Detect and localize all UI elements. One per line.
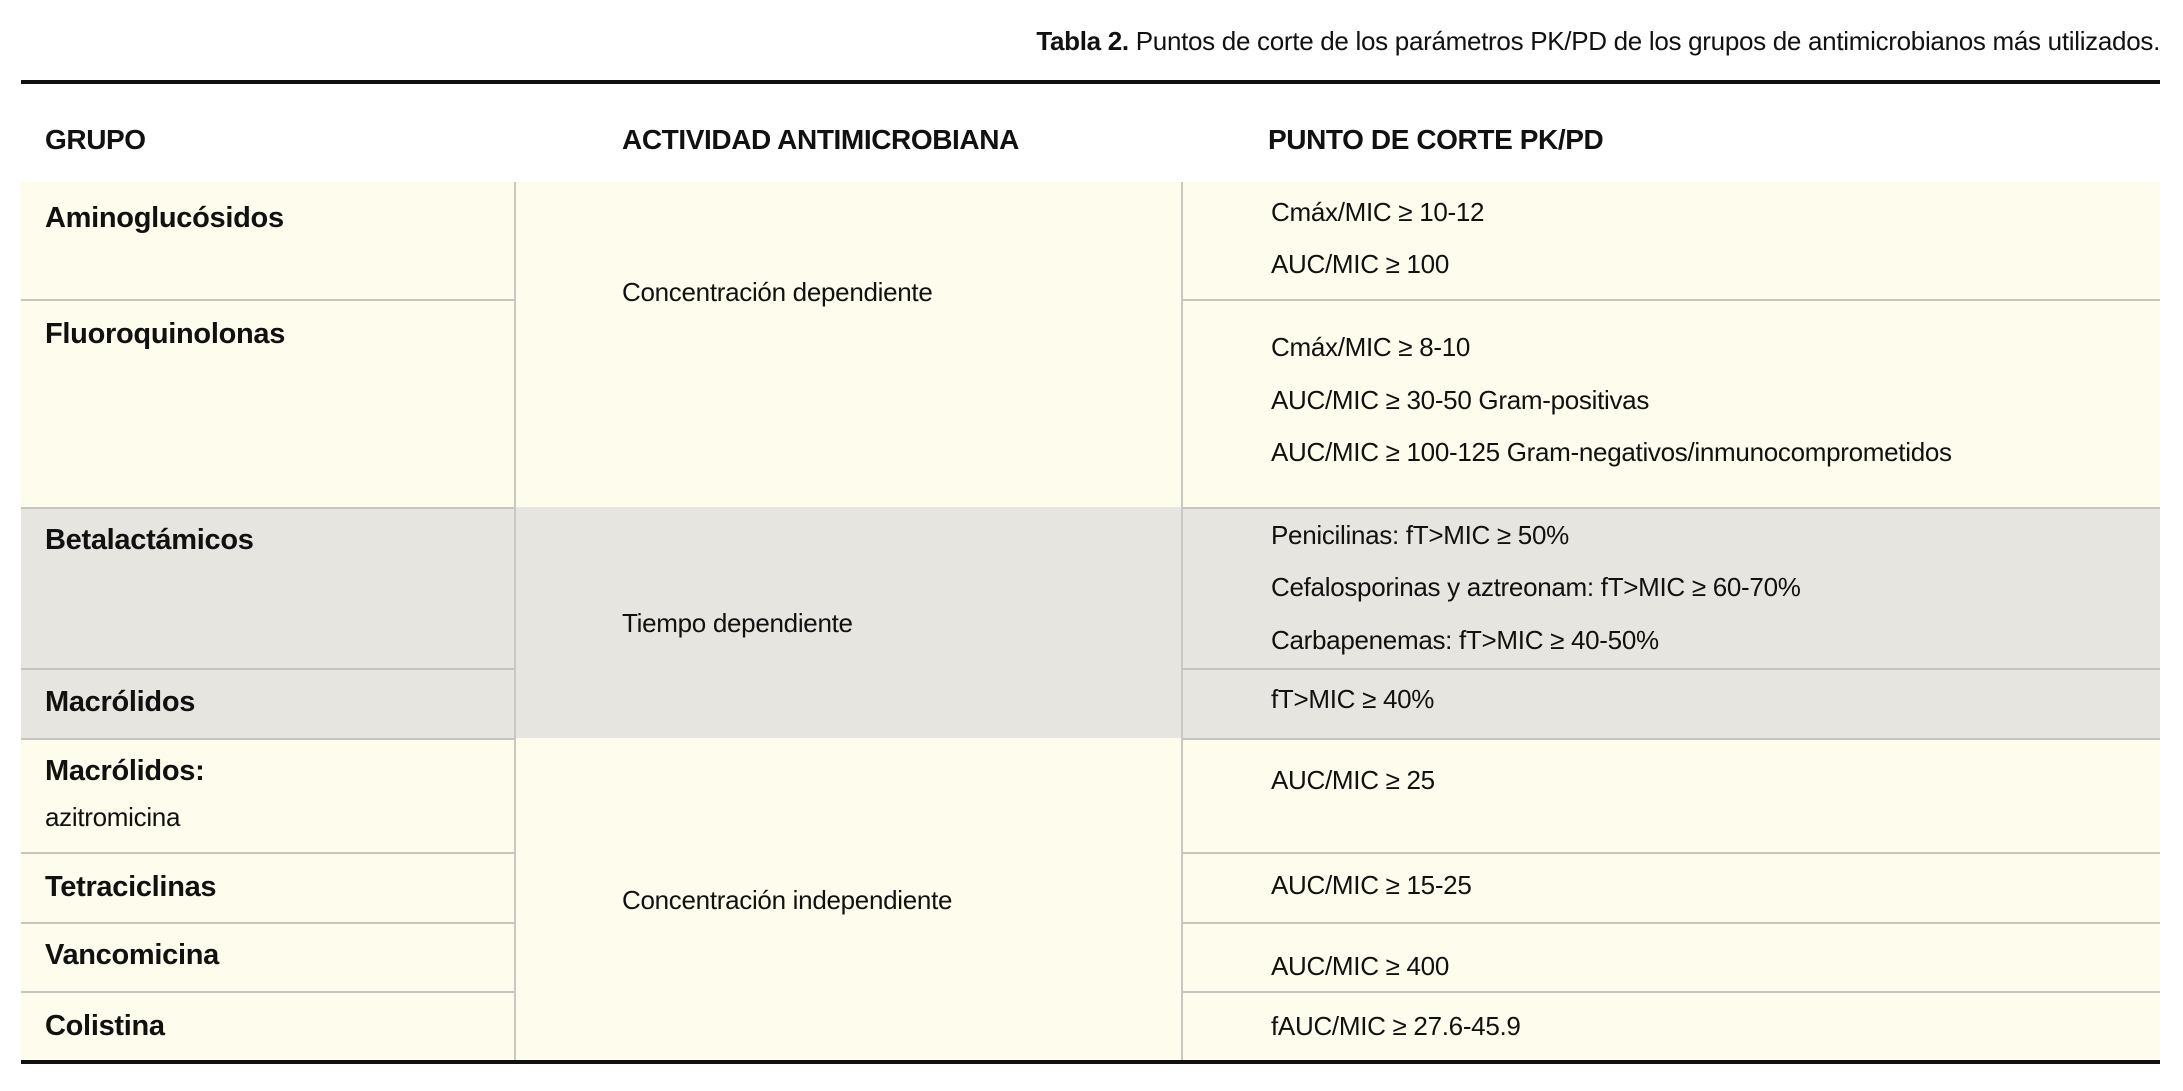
group-name: Vancomicina [45, 939, 219, 971]
cutoff-value: Cmáx/MIC ≥ 8-10 [1271, 332, 1471, 362]
table-cell [515, 182, 1182, 507]
cutoff-value: Cefalosporinas y aztreonam: fT>MIC ≥ 60-70% [1271, 572, 1801, 602]
group-subname: azitromicina [45, 802, 181, 832]
table-caption [1036, 26, 2160, 57]
group-name: Colistina [45, 1010, 165, 1042]
cutoff-value: AUC/MIC ≥ 400 [1271, 951, 1449, 981]
cutoff-value: AUC/MIC ≥ 25 [1271, 765, 1435, 795]
activity-label: Concentración independiente [622, 885, 953, 915]
column-divider [514, 182, 516, 1061]
cutoff-value: Cmáx/MIC ≥ 10-12 [1271, 197, 1485, 227]
group-name: Macrólidos: [45, 755, 205, 787]
group-name: Macrólidos [45, 686, 196, 718]
top-rule [21, 80, 2160, 84]
group-name: Fluoroquinolonas [45, 318, 286, 350]
cutoff-value: Carbapenemas: fT>MIC ≥ 40-50% [1271, 625, 1659, 655]
cutoff-value: AUC/MIC ≥ 100 [1271, 249, 1449, 279]
group-name: Tetraciclinas [45, 871, 217, 903]
caption-text: Puntos de corte de los parámetros PK/PD de los grupos de antimicrobianos más utilizados. [1128, 26, 2160, 56]
activity-label: Concentración dependiente [622, 277, 933, 307]
header-actividad: ACTIVIDAD ANTIMICROBIANA [622, 124, 1019, 155]
bottom-rule [21, 1060, 2160, 1064]
group-name: Aminoglucósidos [45, 202, 284, 234]
cutoff-value: fAUC/MIC ≥ 27.6-45.9 [1271, 1011, 1521, 1041]
cutoff-value: fT>MIC ≥ 40% [1271, 684, 1435, 714]
header-grupo: GRUPO [45, 124, 146, 155]
column-divider [1181, 182, 1183, 1061]
activity-label: Tiempo dependiente [622, 608, 853, 638]
cutoff-value: AUC/MIC ≥ 15-25 [1271, 870, 1472, 900]
cutoff-value: AUC/MIC ≥ 100-125 Gram-negativos/inmunocomprometidos [1271, 437, 1952, 467]
header-punto-corte: PUNTO DE CORTE PK/PD [1268, 124, 1604, 155]
caption-label: Tabla 2. [1036, 26, 1129, 56]
cutoff-value: AUC/MIC ≥ 30-50 Gram-positivas [1271, 385, 1650, 415]
cutoff-value: Penicilinas: fT>MIC ≥ 50% [1271, 520, 1569, 550]
group-name: Betalactámicos [45, 524, 254, 556]
